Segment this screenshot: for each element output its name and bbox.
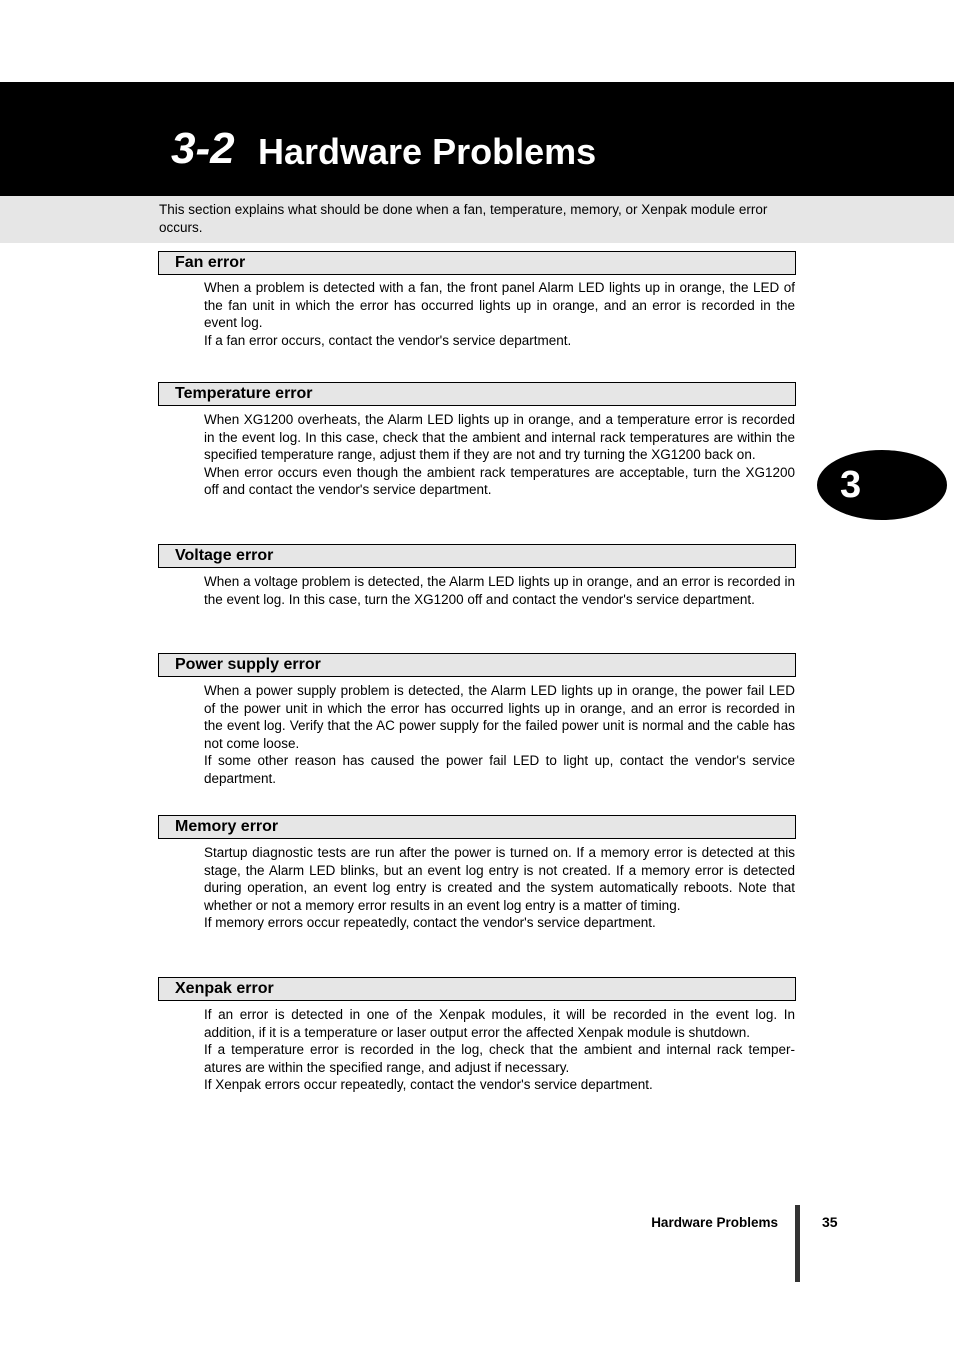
section-body-temperature-error (204, 411, 795, 499)
section-body-fan-error (204, 279, 795, 349)
paragraph: If an error is detected in one of the Xenpak modules, it will be recorded in the event log. In addition, if it is a temperature or laser output error the affected Xenpak module is shutdown. (204, 1007, 795, 1040)
paragraph: Startup diagnostic tests are run after the power is turned on. If a memory error is detected at this stage, the Alarm LED blinks, but an event log entry is not created. If a memory error is detected during operation, an event log entry is created and the system automatically reboots. Note that whether or not a memory error results in an event log entry is a matter of timing. (204, 845, 795, 913)
section-heading-voltage-error (158, 544, 796, 568)
paragraph: When a voltage problem is detected, the Alarm LED lights up in orange, and an error is recorded in the event log. In this case, turn the XG1200 off and contact the vendor's service department. (204, 574, 795, 607)
paragraph: When a problem is detected with a fan, the front panel Alarm LED lights up in orange, the LED of the fan unit in which the error has occurred lights up in orange, and an error is recorded in the event log. (204, 280, 795, 331)
paragraph: If memory errors occur repeatedly, contact the vendor's service department. (204, 915, 656, 931)
section-heading-label: Power supply error (175, 656, 321, 673)
paragraph: If a fan error occurs, contact the vendor's service department. (204, 332, 572, 348)
intro-text: This section explains what should be done when a fan, temperature, memory, or Xenpak module error occurs. (159, 202, 768, 235)
section-body-xenpak-error (204, 1006, 795, 1094)
section-heading-label: Memory error (175, 818, 279, 835)
chapter-number: 3-2 (171, 124, 235, 173)
section-body-memory-error (204, 844, 795, 932)
section-heading-fan-error (158, 251, 796, 275)
chapter-tab-number: 3 (840, 464, 862, 506)
footer-divider (795, 1205, 800, 1282)
paragraph: If a temperature error is recorded in the log, check that the ambient and internal rack temper- atures are within the specified range, and adjust if necessary. (204, 1042, 795, 1075)
section-heading-xenpak-error (158, 977, 796, 1001)
section-body-power-supply-error (204, 682, 795, 788)
section-heading-label: Voltage error (175, 547, 274, 564)
section-heading-label: Xenpak error (175, 980, 274, 997)
chapter-tab (817, 450, 947, 520)
paragraph: When a power supply problem is detected, the Alarm LED lights up in orange, the power fail LED of the power unit in which the error has occurred lights up in orange, and an error is recorded in the event log. Verify that the AC power supply for the failed power unit is normal and the cable has not come loose. (204, 683, 795, 751)
section-heading-label: Temperature error (175, 385, 313, 402)
section-heading-temperature-error (158, 382, 796, 406)
section-heading-power-supply-error (158, 653, 796, 677)
section-heading-memory-error (158, 815, 796, 839)
section-heading-label: Fan error (175, 254, 246, 271)
page-number: 35 (822, 1214, 838, 1230)
paragraph: If some other reason has caused the power fail LED to light up, contact the vendor's service department. (204, 753, 795, 786)
paragraph: When error occurs even though the ambient rack temperatures are acceptable, turn the XG1200 off and contact the vendor's service department. (204, 464, 795, 498)
paragraph: When XG1200 overheats, the Alarm LED lights up in orange, and a temperature error is recorded in the event log. In this case, check that the ambient and internal rack temperatures are within the specified temperature range, adjust them if they are not and try turning the XG1200 back on. (204, 412, 795, 463)
section-body-voltage-error (204, 573, 795, 608)
paragraph: If Xenpak errors occur repeatedly, contact the vendor's service department. (204, 1077, 653, 1093)
page-title: Hardware Problems (258, 131, 597, 172)
footer-section-title: Hardware Problems (651, 1215, 778, 1230)
